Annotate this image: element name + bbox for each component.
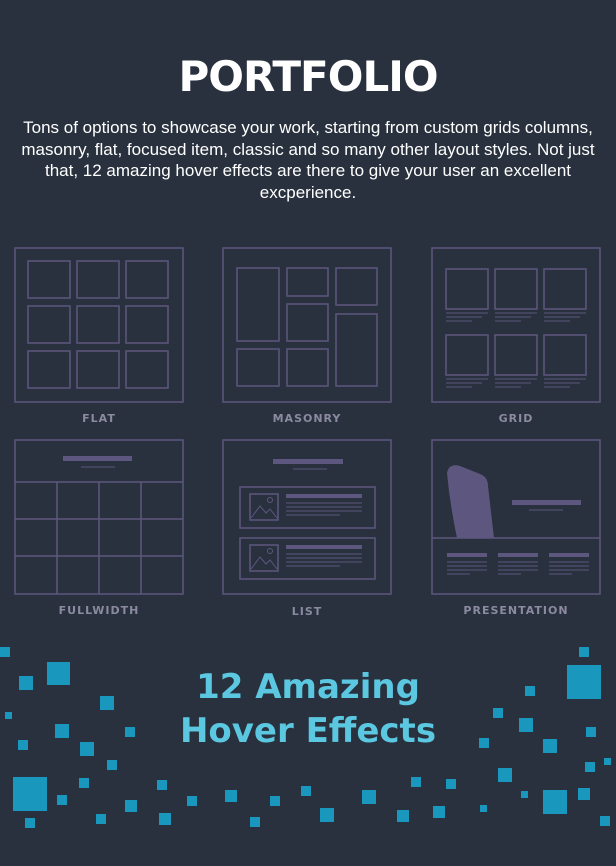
page-description: Tons of options to showcase your work, starting from custom grids columns, masonry, flat, focused item, classic and so many other layout styles. Not just that, 12 amazing hover effects are there to give your user an excellent excperience. bbox=[21, 118, 595, 202]
layout-label-grid: GRID bbox=[498, 412, 534, 425]
hover-effects-title-line2: Hover Effects bbox=[179, 711, 437, 751]
hover-effects-title-line1: 12 Amazing bbox=[196, 667, 420, 707]
layout-label-masonry: MASONRY bbox=[272, 412, 342, 425]
layout-label-fullwidth: FULLWIDTH bbox=[58, 604, 140, 617]
layout-label-list: LIST bbox=[291, 605, 323, 618]
page-title: PORTFOLIO bbox=[178, 52, 438, 101]
layout-label-presentation: PRESENTATION bbox=[463, 604, 569, 617]
layout-label-flat: FLAT bbox=[82, 412, 116, 425]
